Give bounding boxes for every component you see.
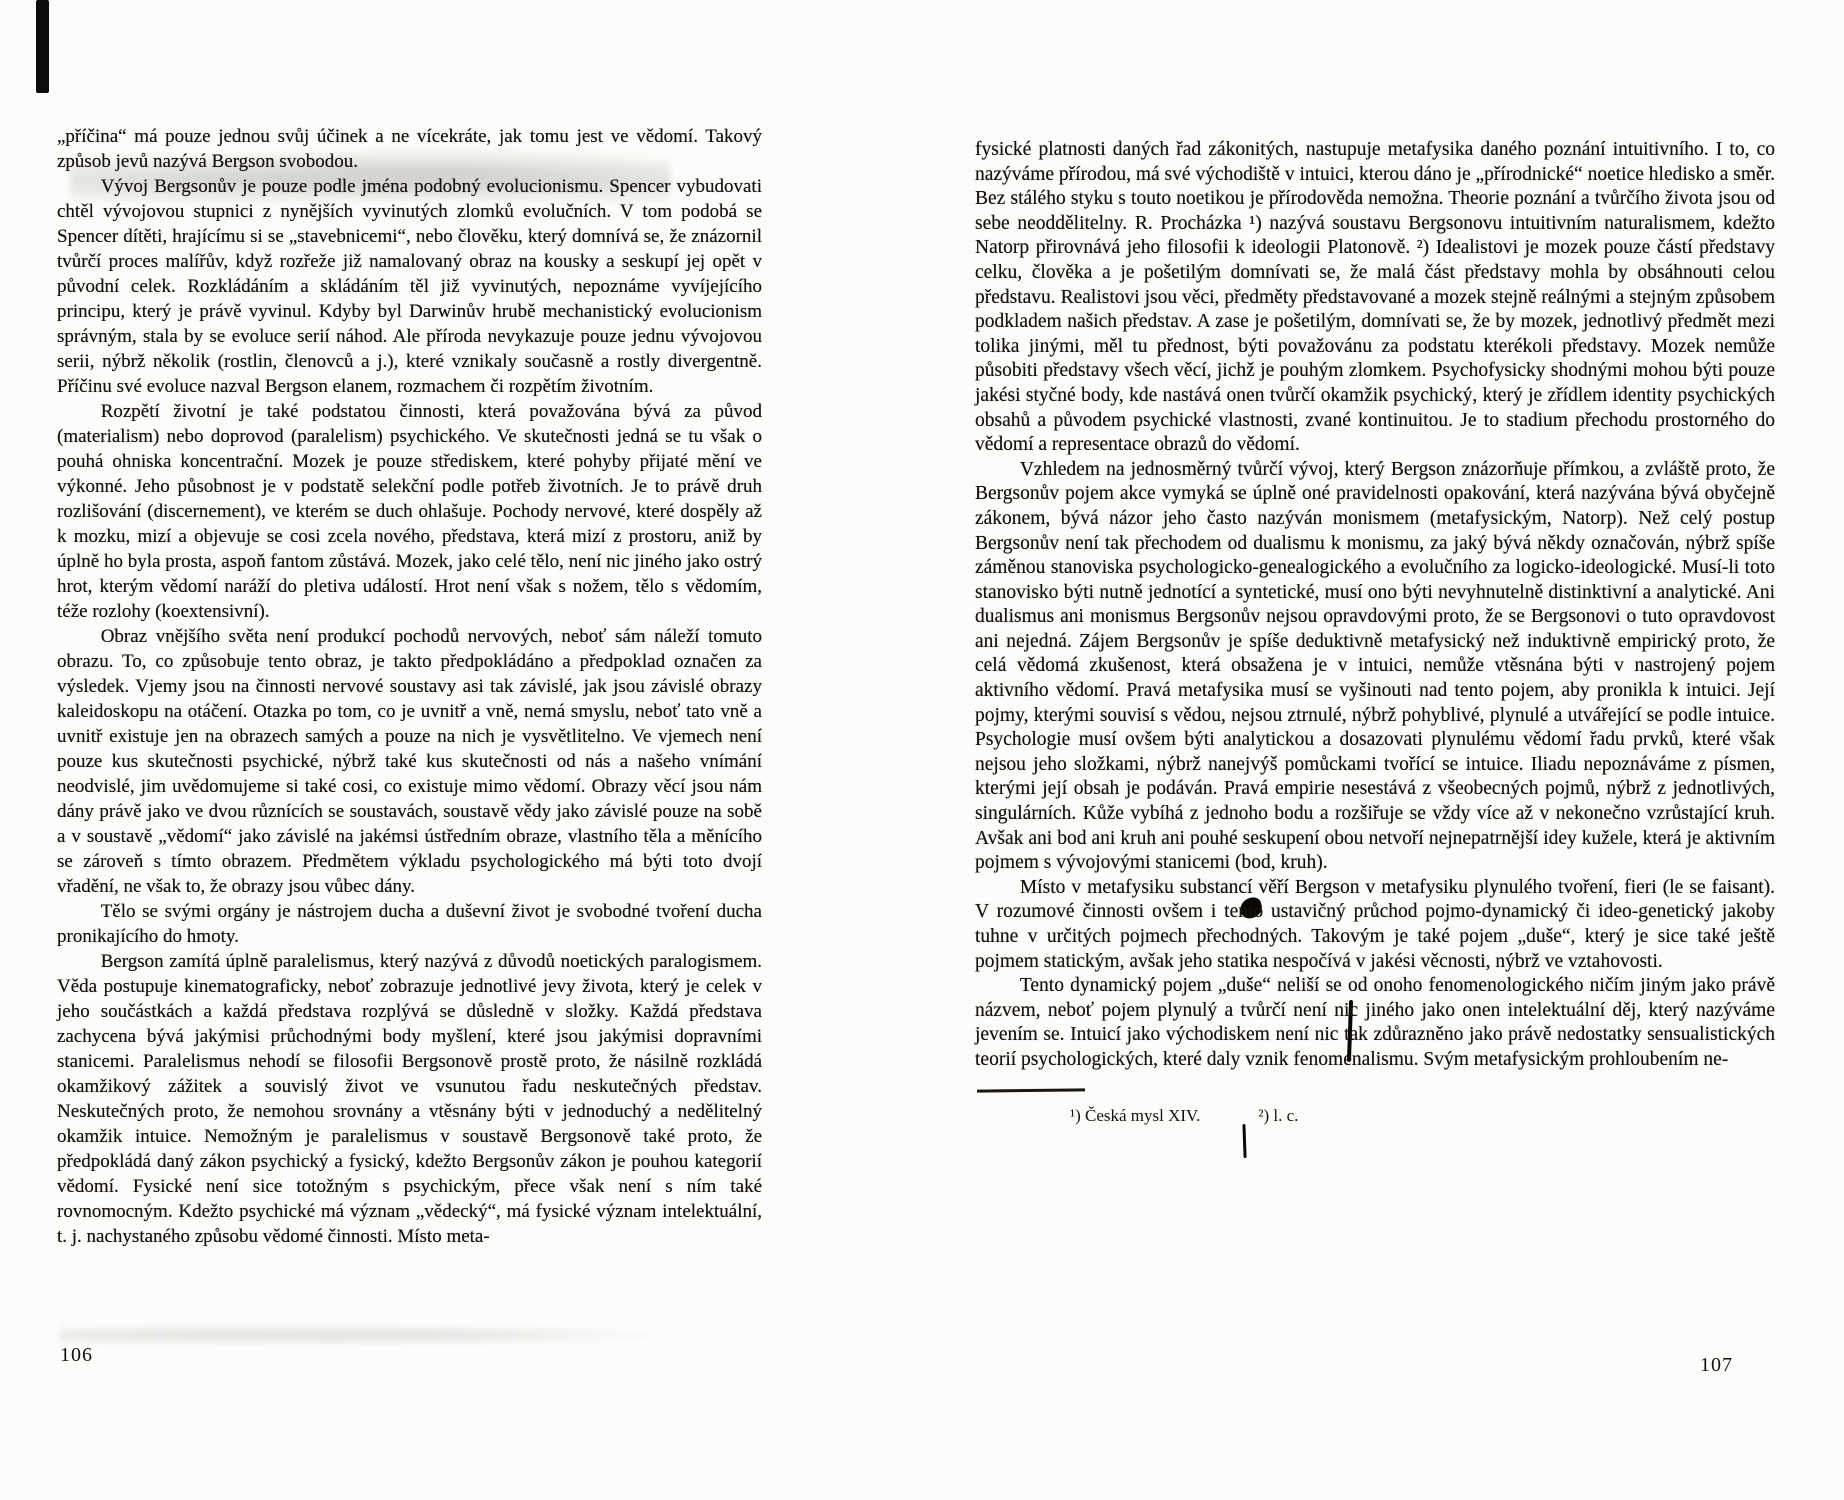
ink-stroke [1242, 1124, 1246, 1158]
right-page [975, 138, 1775, 1128]
footnote-rule [977, 1088, 1085, 1092]
footnotes [1070, 1104, 1775, 1129]
page-number-left: 106 [60, 1344, 93, 1366]
page-number-right: 107 [1700, 1354, 1733, 1376]
paragraph: Místo v metafysiku substancí věří Bergson v metafysiku plynulého tvoření, fieri (le se faisant). V rozumové činnosti ovšem i tento ustavičný průchod pojmo-dynamický či ideo-genetický jakoby tuhne v určitých pojmech přechodných. Takovým je také pojem „duše“, který je sice také ještě pojmem statickým, avšak jeho statika nespočívá v jakési věcnosti, nýbrž ve vztahovosti. [975, 876, 1775, 972]
footnote-1: ¹) Česká mysl XIV. [1070, 1105, 1201, 1125]
ink-smudge [60, 1322, 700, 1348]
paragraph: Vývoj Bergsonův je pouze podle jména podobný evolucionismu. Spencer vybudovati chtěl vývojovou stupnici z nynějších vyvinutých zlomků evolučních. V tom podobá se Spencer dítěti, hrajícímu si se „stavebnicemi“, nebo člověku, který domnívá se, že znázornil tvůrčí proces malířův, když rozřeže již namalovaný obraz na kousky a seskupí jej opět v původní celek. Rozkládáním a skládáním těl již vyvinutých, nepoznáme vyvíjejícího principu, který je právě vyvinul. Kdyby byl Darwinův hrubě mechanistický evolucionism správným, stala by se evoluce serií náhod. Ale příroda nevykazuje pouze jednu vývojovou serii, nýbrž několik (rostlin, členovců a j.), které vznikaly současně a rostly divergentně. Příčinu své evoluce nazval Bergson elanem, rozmachem či rozpětím životním. [57, 176, 762, 397]
paragraph: fysické platnosti daných řad zákonitých, nastupuje metafysika daného poznání intuitivního. I to, co nazýváme přírodou, má své východiště v intuici, kterou dáno je „přírodnické“ noetice hledisko a směr. Bez stálého styku s touto noetikou je přírodověda nemožna. Theorie poznání a tvůrčího života jsou od sebe neoddělitelny. R. Procházka ¹) nazývá soustavu Bergsonovu intuitivním naturalismem, kdežto Natorp přirovnává jeho filosofii k ideologii Platonově. ²) Idealistovi je mozek pouze částí představy celku, člověka a je pošetilým domnívati se, že malá část představy mohla by obsáhnouti celou představu. Realistovi jsou věci, předměty představované a mozek stejně reálnými a stejným způsobem podkladem našich představ. A zase je pošetilým, domnívati se, že by mozek, jednotlivý předmět mezi tolika jinými, měl tu přednost, býti považovánu za podstatu kterékoli představy. Mozek nemůže působiti představy všech věcí, jichž je pouhým zlomkem. Psychofysicky shodnými mohou býti pouze jakési styčné body, kde nastává onen tvůrčí okamžik psychický, který je zřídlem identity psychických obsahů a původem psychické vlastnosti, zvané kontinuitou. Je to stadium přechodu prostorného do vědomí a representace obrazů do vědomí. [975, 139, 1775, 456]
paragraph: Vzhledem na jednosměrný tvůrčí vývoj, který Bergson znázorňuje přímkou, a zvláště proto, že Bergsonův pojem akce vymyká se úplně oné pravidelnosti opakování, která nazývána bývá obyčejně zákonem, bývá názor jeho často nazýván monismem (metafysickým, Natorp). Než celý postup Bergsonův není tak přechodem od dualismu k monismu, za jaký bývá někdy označován, nýbrž spíše záměnou stanoviska psychologicko-genealogického a evolučního za logicko-ideologické. Musí-li toto stanovisko býti nutně jednotící a syntetické, musí ono býti nevyhnutelně distinktivní a analytické. Ani dualismus ani monismus Bergsonův nejsou opravdovými proto, že se Bergsonovi o tuto opravdovost ani nejedná. Zájem Bergsonův je spíše deduktivně metafysický než induktivně empirický proto, že celá vědomá zkušenost, která obsažena je v intuici, nemůže vtěsnána býti v nastrojený pojem aktivního vědomí. Pravá metafysika musí se vyšinouti nad tento pojem, aby pronikla k intuici. Její pojmy, kterými souvisí s vědou, nejsou ztrnulé, nýbrž pohyblivé, plynulé a utvářející se podle intuice. Psychologie musí ovšem býti analytickou a dosazovati plynulému vědomí řadu prvků, které však nejsou jeho složkami, nýbrž nanejvýš pomůckami tvořící se intuice. Iliadu nepoznáváme z písmen, kterými její obsah je podáván. Pravá empirie nesestává z všeobecných pojmů, nýbrž z jednotlivých, singulárních. Kůže vybíhá z jednoho bodu a rozšiřuje se vždy více až v nekonečno vzrůstající kruh. Avšak ani bod ani kruh ani pouhé seskupení obou netvoří nejnepatrnější idey kužele, která je aktivním pojmem s vývojovými stanicemi (bod, kruh). [975, 458, 1775, 874]
paragraph: Tento dynamický pojem „duše“ neliší se od onoho fenomenologického ničím jiným jako právě názvem, neboť pojem plynulý a tvůrčí není nic jiného jako onen intelektuální děj, který nazýváme jevením se. Intuicí jako východiskem není nic tak zdůrazněno jako právě nedostatky sensualistických teorií psychologických, které daly vznik fenomenalismu. Svým metafysickým prohloubením ne- [975, 975, 1775, 1070]
scan-edge-mark [36, 0, 49, 93]
left-page [57, 124, 762, 1249]
paragraph: Rozpětí životní je také podstatou činnosti, která považována bývá za původ (materialism) nebo doprovod (paralelism) psychického. Ve skutečnosti jedná se tu však o pouhá ohniska koncentrační. Mozek je pouze střediskem, které pohyby přijaté mění ve výkonné. Jeho působnost je v podstatě selekční podle potřeb životních. Je to právě druh rozlišování (discernement), ve kterém se duch ohlašuje. Pochody nervové, které dospěly až k mozku, mizí a objevuje se cosi zcela nového, představa, která mizí z prostoru, aniž by úplně ho byla prosta, aspoň fantom zůstává. Mozek, jako celé tělo, není nic jiného jako ostrý hrot, kterým vědomí naráží do pletiva událostí. Hrot není však s nožem, tělo s vědomím, téže rozlohy (koextensivní). [57, 401, 762, 622]
paragraph: Tělo se svými orgány je nástrojem ducha a duševní život je svobodné tvoření ducha pronikajícího do hmoty. [57, 901, 762, 947]
paragraph: Obraz vnějšího světa není produkcí pochodů nervových, neboť sám náleží tomuto obrazu. To, co způsobuje tento obraz, je takto předpokládáno a předpoklad označen za výsledek. Vjemy jsou na činnosti nervové soustavy asi tak závislé, jak jsou závislé obrazy kaleidoskopu na otáčení. Otazka po tom, co je uvnitř a vně, nemá smyslu, neboť tato vně a uvnitř existuje jen na obrazech samých a pouze na nich je vysvětlitelno. Ve vjemech není pouze kus skutečnosti psychické, nýbrž také kus skutečnosti od nás a našeho vnímání neodvislé, jim uvědomujeme si také cosi, co existuje mimo vědomí. Obrazy věcí jsou nám dány právě jako ve dvou různících se soustavách, soustavě vědy jako závislé pouze na sobě a v soustavě „vědomí“ jako závislé na jakémsi ústředním obraze, vlastního těla a měnícího se zároveň s tímto obrazem. Předmětem výkladu psychologického má býti toto dvojí vřadění, ne však to, že obrazy jsou vůbec dány. [57, 626, 762, 897]
footnote-2: ²) l. c. [1258, 1105, 1299, 1125]
paragraph: „příčina“ má pouze jednou svůj účinek a ne vícekráte, jak tomu jest ve vědomí. Takový způsob jevů nazývá Bergson svobodou. [57, 126, 762, 172]
paragraph: Bergson zamítá úplně paralelismus, který nazývá z důvodů noetických paralogismem. Věda postupuje kinematograficky, neboť zobrazuje jednotlivé jevy života, který je celek v jeho součástkách a každá představa rozplývá se důsledně v složky. Každá představa zachycena bývá jakýmisi průchodnými body myšlení, které jsou jakýmisi dopravními stanicemi. Paralelismus nehodí se filosofii Bergsonově prostě proto, že násilně rozkládá okamžikový zážitek a souvislý život ve vsunutou řadu neskutečných představ. Neskutečných proto, že nemohou srovnány a vtěsnány býti v jednoduchý a nedělitelný okamžik intuice. Nemožným je paralelismus v soustavě Bergsonově také proto, že předpokládá daný zákon psychický a fysický, kdežto Bergsonův zákon je pouhou kategorií vědomí. Fysické není sice totožným s psychickým, přece však není s ním také rovnomocným. Kdežto psychické má význam „vědecký“, má fysické význam intelektuální, t. j. nachystaného způsobu vědomé činnosti. Místo meta- [57, 951, 762, 1247]
